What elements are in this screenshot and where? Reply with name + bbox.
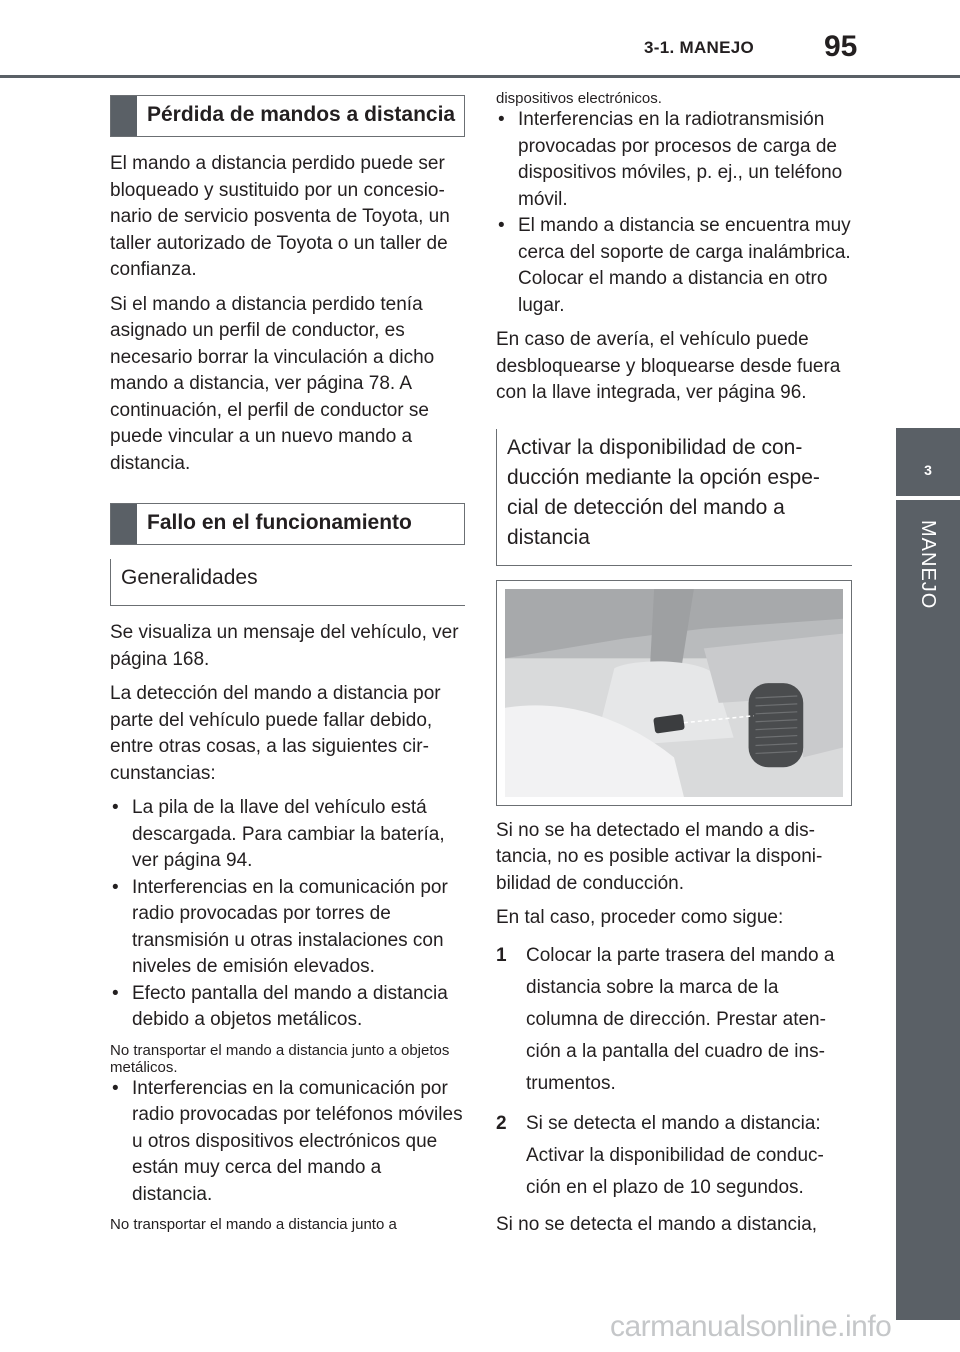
section-heading-text: Fallo en el funcionamiento bbox=[147, 511, 412, 534]
bullet-list bbox=[496, 107, 852, 319]
step-text: Colocar la parte trasera del mando a distancia sobre la marca de la columna de dirección. Prestar atención a la pantalla del cuadro de instrumentos. bbox=[526, 944, 835, 1094]
paragraph: En tal caso, proceder como sigue: bbox=[496, 907, 784, 928]
section-heading-lost-remote bbox=[110, 95, 465, 137]
left-column bbox=[110, 95, 465, 1233]
paragraph: Si no se detecta el mando a distancia, bbox=[496, 1213, 818, 1235]
step-number: 2 bbox=[496, 1112, 507, 1134]
step-item bbox=[496, 1108, 852, 1204]
note: No transportar el mando a distancia junto a objetos metálicos. bbox=[110, 1041, 450, 1076]
list-item: • Efecto pantalla del mando a distancia debido a objetos metálicos. bbox=[110, 981, 465, 1034]
list-item: • La pila de la llave del vehículo está descargada. Para cambiar la batería, ver página 94. bbox=[110, 795, 465, 875]
chapter-side-label: MANEJO bbox=[917, 520, 939, 610]
list-item: • Interferencias en la comunicación por radio provocadas por teléfonos móviles u otros dispositivos electrónicos que están muy cerca del mando a distancia. bbox=[110, 1076, 465, 1209]
right-column bbox=[496, 90, 852, 1246]
chapter-title: 3-1. MANEJO bbox=[644, 38, 755, 57]
list-item: • Interferencias en la radiotransmisión provocadas por procesos de carga de dispositivos móviles, p. ej., un teléfono móvil. bbox=[496, 107, 852, 213]
paragraph: En caso de avería, el vehículo puede desbloquearse y bloquearse desde fuera con la llave integrada, ver página 96. bbox=[496, 329, 841, 403]
subheading-special-detection: Activar la disponibilidad de conducción mediante la opción especial de detección del mando a distancia bbox=[496, 429, 852, 566]
subheading-general: Generalidades bbox=[110, 559, 465, 606]
steering-column-illustration bbox=[505, 589, 843, 797]
note-continued: dispositivos electrónicos. bbox=[496, 90, 662, 107]
chapter-tab bbox=[896, 428, 960, 496]
step-text: Si se detecta el mando a distancia: Activar la disponibilidad de conducción en el plazo de 10 segundos. bbox=[526, 1112, 824, 1198]
paragraph: Se visualiza un mensaje del vehículo, ver página 168. bbox=[110, 622, 459, 670]
paragraph: Si no se ha detectado el mando a distancia, no es posible activar la disponibilidad de conducción. bbox=[496, 819, 823, 894]
header-rule bbox=[0, 75, 960, 78]
bullet-list bbox=[110, 1076, 465, 1209]
note: No transportar el mando a distancia junto a bbox=[110, 1216, 397, 1233]
steering-column-photo bbox=[496, 580, 852, 806]
step-number: 1 bbox=[496, 944, 507, 966]
paragraph: El mando a distancia perdido puede ser bloqueado y sustituido por un concesionario de servicio posventa de Toyota, un taller autorizado de Toyota o un taller de confianza. bbox=[110, 153, 450, 280]
list-item: • El mando a distancia se encuentra muy cerca del soporte de carga inalámbrica. Colocar el mando a distancia en otro lugar. bbox=[496, 213, 852, 319]
step-list bbox=[496, 940, 852, 1204]
page-number: 95 bbox=[824, 30, 858, 63]
step-item bbox=[496, 940, 852, 1100]
paragraph: La detección del mando a distancia por parte del vehículo puede fallar debido, entre otras cosas, a las siguientes circunstancias: bbox=[110, 683, 441, 784]
chapter-side-bar bbox=[896, 500, 960, 1320]
watermark: carmanualsonline.info bbox=[610, 1310, 892, 1343]
section-heading-malfunction bbox=[110, 503, 465, 545]
section-heading-text: Pérdida de mandos a distancia bbox=[147, 103, 456, 126]
bullet-list bbox=[110, 795, 465, 1034]
chapter-tab-number: 3 bbox=[924, 462, 932, 478]
list-item: • Interferencias en la comunicación por radio provocadas por torres de transmisión u otras instalaciones con niveles de emisión elevados. bbox=[110, 875, 465, 981]
paragraph: Si el mando a distancia perdido tenía asignado un perfil de conductor, es necesario borrar la vinculación a dicho mando a distancia, ver página 78. A continuación, el perfil de conductor se puede vincular a un nuevo mando a distancia. bbox=[110, 293, 435, 474]
